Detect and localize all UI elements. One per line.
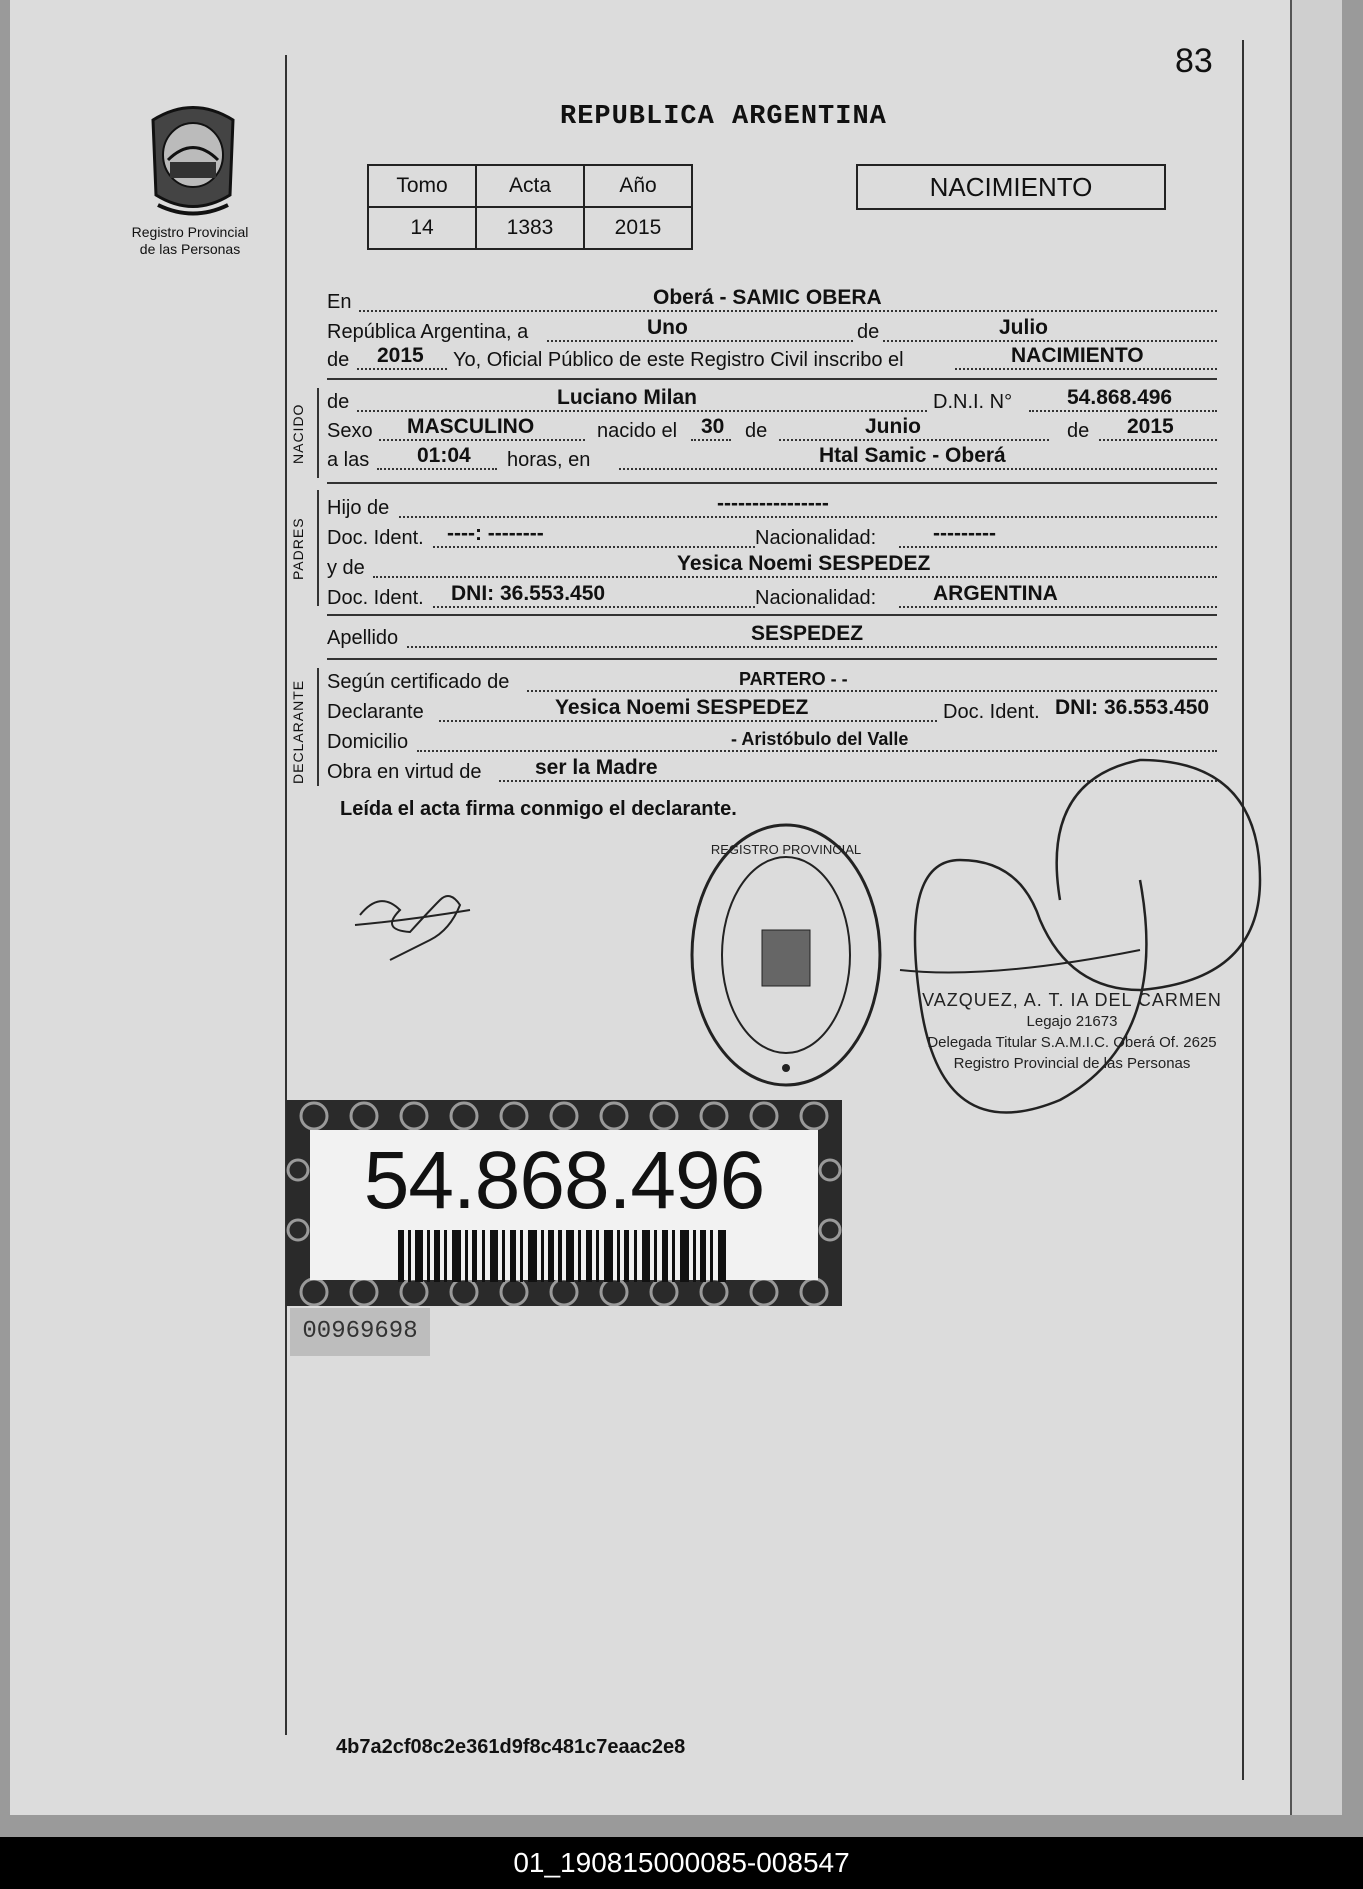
section-separator	[327, 378, 1217, 380]
barcode-bars-icon	[398, 1230, 728, 1282]
registry-table-values	[368, 207, 692, 249]
value-tomo: 14	[368, 207, 476, 249]
dotted-line	[357, 368, 447, 370]
header-acta: Acta	[476, 165, 584, 207]
label-doc-ident: Doc. Ident.	[943, 701, 1040, 723]
official-role: Delegada Titular S.A.M.I.C. Oberá Of. 2625	[927, 1034, 1217, 1051]
value-certificado: PARTERO - -	[739, 669, 848, 689]
value-mother-doc: DNI: 36.553.450	[451, 582, 606, 605]
logo-caption-line2: de las Personas	[139, 241, 241, 257]
section-separator	[327, 614, 1217, 616]
dotted-line	[433, 606, 755, 608]
declarante-section-bar	[317, 668, 319, 786]
value-month: Julio	[999, 316, 1049, 339]
value-apellido: SESPEDEZ	[751, 622, 864, 645]
dotted-line	[433, 546, 755, 548]
official-signature-icon	[840, 740, 1280, 1180]
left-margin-line	[285, 55, 287, 1735]
label-a-las: a las	[327, 449, 370, 471]
value-birth-day: 30	[701, 415, 725, 438]
padres-section-label: PADRES	[290, 517, 306, 580]
record-type-box: NACIMIENTO	[856, 164, 1166, 210]
barcode-number: 54.868.496	[363, 1135, 765, 1226]
label-declarante: Declarante	[327, 701, 424, 723]
dotted-line	[955, 368, 1217, 370]
logo-caption-line1: Registro Provincial	[131, 224, 249, 240]
section-separator	[327, 482, 1217, 484]
section-separator	[327, 658, 1217, 660]
row-father-doc	[327, 522, 1217, 552]
value-year: 2015	[377, 344, 424, 367]
value-father-name: ----------------	[717, 492, 829, 515]
dotted-line	[357, 410, 927, 412]
barcode-label	[310, 1130, 818, 1280]
row-y-de	[327, 552, 1217, 582]
label-de-year: de	[1067, 420, 1090, 442]
value-en: Oberá - SAMIC OBERA	[653, 286, 882, 309]
row-en	[327, 286, 1217, 316]
label-hijo-de: Hijo de	[327, 497, 390, 519]
value-birth-time: 01:04	[417, 444, 471, 467]
label-de: de	[857, 321, 880, 343]
serial-tag: 00969698	[290, 1308, 430, 1356]
declarante-section-label: DECLARANTE	[290, 679, 306, 784]
label-apellido: Apellido	[327, 627, 399, 649]
logo-caption	[120, 224, 260, 258]
underlying-sheet-edge	[1290, 0, 1342, 1815]
value-obra: ser la Madre	[535, 756, 658, 779]
row-republica	[327, 316, 1217, 346]
official-name: VAZQUEZ, A. T. IA DEL CARMEN	[922, 990, 1222, 1010]
label-y-de: y de	[327, 557, 365, 579]
registry-table	[367, 164, 693, 250]
value-dni: 54.868.496	[1067, 386, 1173, 409]
dotted-line	[527, 690, 1217, 692]
svg-text:REGISTRO PROVINCIAL: REGISTRO PROVINCIAL	[710, 842, 862, 857]
label-year: de	[327, 349, 350, 371]
dotted-line	[779, 439, 1049, 441]
label-certificado: Según certificado de	[327, 671, 510, 693]
official-legajo: Legajo 21673	[1026, 1013, 1118, 1030]
dotted-line	[691, 439, 731, 441]
page-title: REPUBLICA ARGENTINA	[560, 102, 887, 132]
page-number: 83	[1175, 42, 1213, 80]
value-acta: 1383	[476, 207, 584, 249]
label-de-month: de	[745, 420, 768, 442]
label-doc-ident: Doc. Ident.	[327, 527, 424, 549]
value-birth-month: Junio	[865, 415, 921, 438]
row-hora	[327, 444, 1217, 474]
province-crest-icon	[138, 100, 248, 218]
label-nacionalidad: Nacionalidad:	[755, 587, 877, 609]
label-oficial: Yo, Oficial Público de este Registro Civil inscribo el	[453, 349, 904, 371]
row-year	[327, 344, 1217, 374]
row-apellido	[327, 622, 1217, 652]
value-mother-nationality: ARGENTINA	[933, 582, 1058, 605]
padres-section-bar	[317, 490, 319, 606]
value-inscribo: NACIMIENTO	[1011, 344, 1144, 367]
dotted-line	[407, 646, 1217, 648]
label-en: En	[327, 291, 352, 313]
dotted-line	[399, 516, 1217, 518]
dotted-line	[1029, 410, 1217, 412]
label-sexo: Sexo	[327, 420, 373, 442]
dotted-line	[619, 468, 1217, 470]
document-hash: 4b7a2cf08c2e361d9f8c481c7eaac2e8	[336, 1736, 686, 1758]
declarant-signature-icon	[350, 870, 500, 970]
row-sexo	[327, 415, 1217, 445]
value-anio: 2015	[584, 207, 692, 249]
official-office: Registro Provincial de las Personas	[953, 1055, 1191, 1072]
registry-table-header	[368, 165, 692, 207]
row-mother-doc	[327, 582, 1217, 612]
value-declarante: Yesica Noemi SESPEDEZ	[555, 696, 809, 719]
label-nacionalidad: Nacionalidad:	[755, 527, 877, 549]
value-name: Luciano Milan	[557, 386, 698, 409]
label-obra: Obra en virtud de	[327, 761, 482, 783]
dotted-line	[359, 310, 1217, 312]
value-sexo: MASCULINO	[407, 415, 535, 438]
row-name	[327, 386, 1217, 416]
value-day: Uno	[647, 316, 688, 339]
closing-statement: Leída el acta firma conmigo el declarante.	[340, 798, 737, 820]
header-anio: Año	[584, 165, 692, 207]
dotted-line	[379, 439, 585, 441]
header-tomo: Tomo	[368, 165, 476, 207]
value-birth-year: 2015	[1127, 415, 1174, 438]
official-stamp	[912, 990, 1232, 1074]
dotted-line	[439, 720, 937, 722]
dotted-line	[377, 468, 497, 470]
nacido-section-label: NACIDO	[290, 403, 306, 464]
value-father-nationality: ---------	[933, 522, 996, 545]
label-republica: República Argentina, a	[327, 321, 529, 343]
label-horas-en: horas, en	[507, 449, 591, 471]
label-dni: D.N.I. N°	[933, 391, 1013, 413]
dotted-line	[899, 546, 1217, 548]
value-birth-place: Htal Samic - Oberá	[819, 444, 1006, 467]
dotted-line	[1099, 439, 1217, 441]
row-certificado	[327, 666, 1217, 696]
row-hijo-de	[327, 492, 1217, 522]
dotted-line	[373, 576, 1217, 578]
label-name: de	[327, 391, 350, 413]
value-father-doc: ----: --------	[447, 522, 544, 545]
value-declarante-doc: DNI: 36.553.450	[1055, 696, 1210, 719]
value-domicilio: - Aristóbulo del Valle	[731, 729, 909, 749]
footer-id-bar: 01_190815000085-008547	[0, 1837, 1363, 1889]
dotted-line	[547, 340, 1217, 342]
barcode-sticker	[286, 1100, 842, 1306]
label-domicilio: Domicilio	[327, 731, 409, 753]
label-doc-ident: Doc. Ident.	[327, 587, 424, 609]
nacido-section-bar	[317, 388, 319, 478]
label-nacido-el: nacido el	[597, 420, 678, 442]
value-mother-name: Yesica Noemi SESPEDEZ	[677, 552, 931, 575]
dotted-line	[899, 606, 1217, 608]
row-declarante	[327, 696, 1217, 726]
